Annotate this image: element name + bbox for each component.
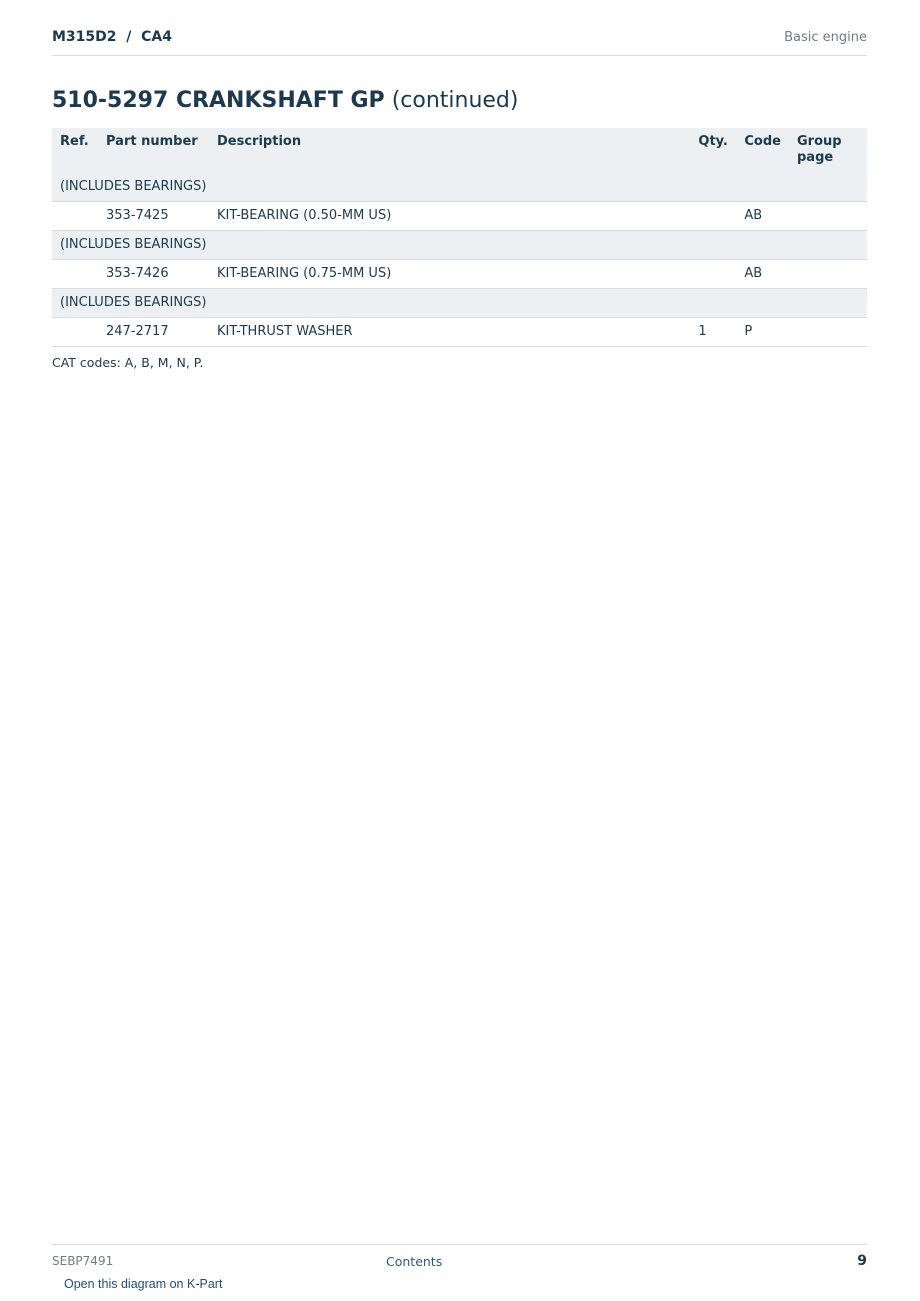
section-name: Basic engine — [784, 30, 867, 45]
page-title — [52, 88, 518, 113]
page-number: 9 — [857, 1253, 867, 1269]
code-cell: AB — [736, 202, 789, 231]
ref-cell — [52, 260, 98, 289]
note-text: (INCLUDES BEARINGS) — [52, 231, 867, 260]
description-cell: KIT-BEARING (0.75-MM US) — [209, 260, 690, 289]
col-header-group-page-line2: page — [797, 150, 834, 165]
parts-table — [52, 128, 867, 347]
col-header-part-number: Part number — [98, 128, 209, 172]
table-header-row — [52, 128, 867, 172]
table-note-row — [52, 289, 867, 318]
col-header-code: Code — [736, 128, 789, 172]
part-number-cell: 247-2717 — [98, 318, 209, 347]
col-header-description: Description — [209, 128, 690, 172]
part-number-cell: 353-7426 — [98, 260, 209, 289]
open-kpart-link[interactable]: Open this diagram on K-Part — [64, 1277, 223, 1291]
col-header-qty: Qty. — [690, 128, 736, 172]
table-row — [52, 260, 867, 289]
qty-cell: 1 — [690, 318, 736, 347]
code-cell: P — [736, 318, 789, 347]
table-body — [52, 172, 867, 347]
table-note-row — [52, 231, 867, 260]
col-header-ref: Ref. — [52, 128, 98, 172]
description-cell: KIT-THRUST WASHER — [209, 318, 690, 347]
ref-cell — [52, 202, 98, 231]
code-cell: AB — [736, 260, 789, 289]
document-number: SEBP7491 — [52, 1254, 114, 1268]
qty-cell — [690, 260, 736, 289]
note-text: (INCLUDES BEARINGS) — [52, 172, 867, 202]
qty-cell — [690, 202, 736, 231]
note-text: (INCLUDES BEARINGS) — [52, 289, 867, 318]
description-cell: KIT-BEARING (0.50-MM US) — [209, 202, 690, 231]
table-note-row — [52, 172, 867, 202]
group-page-cell — [789, 202, 867, 231]
col-header-group-page — [789, 128, 867, 172]
cat-codes-note: CAT codes: A, B, M, N, P. — [52, 355, 204, 370]
table-row — [52, 202, 867, 231]
col-header-group-page-line1: Group — [797, 134, 842, 149]
part-number-cell: 353-7425 — [98, 202, 209, 231]
title-suffix: (continued) — [391, 88, 519, 113]
model-breadcrumb: M315D2 / CA4 — [52, 29, 172, 45]
page-header — [52, 28, 867, 56]
contents-link[interactable]: Contents — [386, 1254, 443, 1269]
group-page-cell — [789, 318, 867, 347]
part-group-title: 510-5297 CRANKSHAFT GP — [52, 88, 385, 113]
table-row — [52, 318, 867, 347]
ref-cell — [52, 318, 98, 347]
group-page-cell — [789, 260, 867, 289]
page-footer — [52, 1244, 867, 1301]
